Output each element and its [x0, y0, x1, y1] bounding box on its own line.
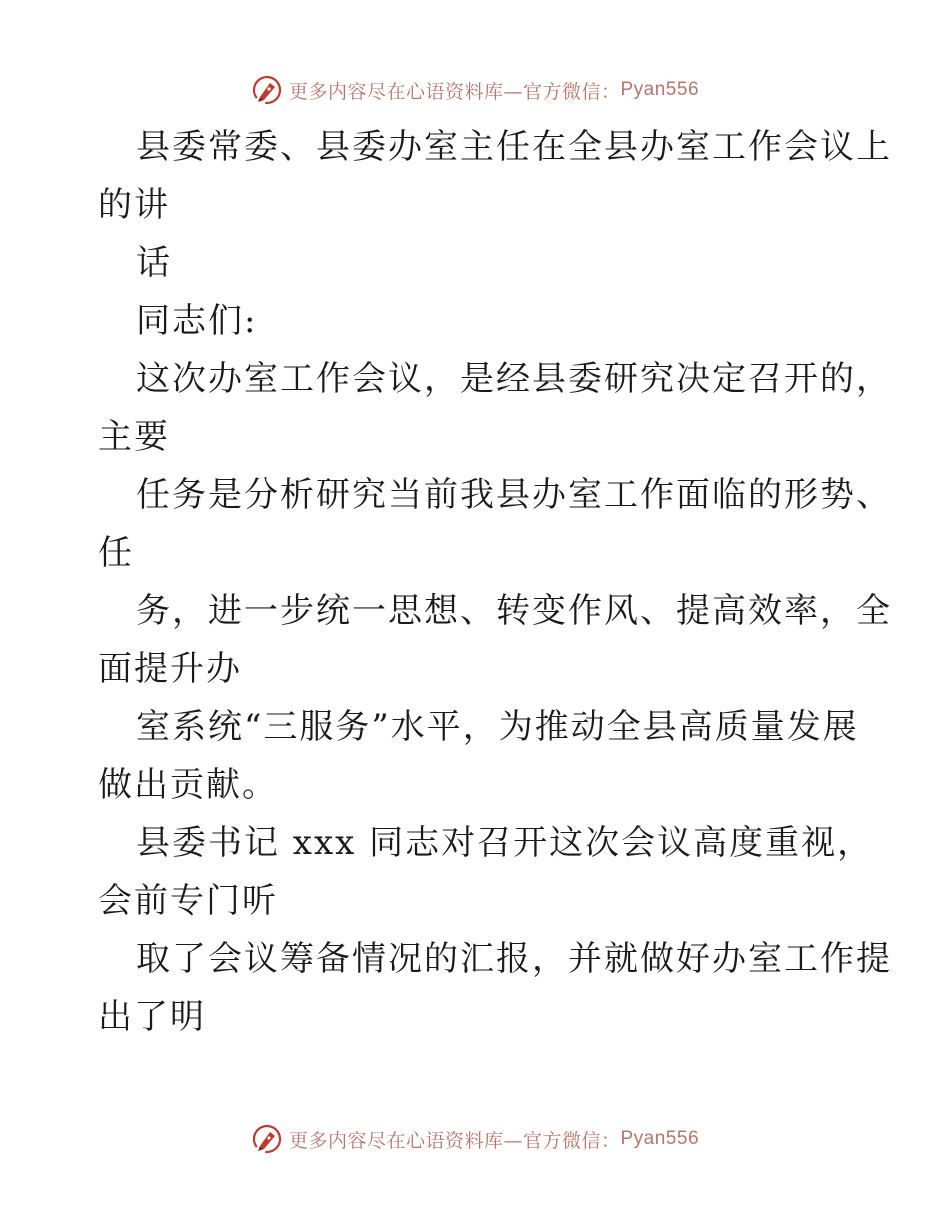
doc-line: 会前专门听 — [98, 881, 278, 921]
header-watermark-banner — [0, 70, 950, 110]
footer-watermark-banner — [0, 1119, 950, 1159]
banner-wechat-id: Pyan556 — [620, 79, 700, 100]
doc-line: 县委常委、县委办室主任在全县办室工作会议上 — [136, 127, 892, 167]
doc-line: 任 — [98, 533, 134, 573]
doc-line: 做出贡献。 — [98, 765, 278, 805]
doc-line: 话 — [136, 243, 172, 283]
pen-nib-circle-icon — [251, 74, 283, 106]
doc-line: 的讲 — [98, 185, 170, 225]
doc-line: 任务是分析研究当前我县办室工作面临的形势、 — [136, 475, 892, 515]
doc-line: 取了会议筹备情况的汇报，并就做好办室工作提 — [136, 939, 892, 979]
banner-text-cn: 更多内容尽在心语资料库—官方微信： — [288, 1129, 621, 1152]
doc-line: 务，进一步统一思想、转变作风、提高效率，全 — [136, 591, 892, 631]
banner-wechat-id: Pyan556 — [620, 1128, 700, 1149]
pen-nib-circle-icon — [251, 1123, 283, 1155]
doc-line: 这次办室工作会议，是经县委研究决定召开的， — [136, 359, 892, 399]
doc-line: 出了明 — [98, 997, 206, 1037]
doc-line: 县委书记 xxx 同志对召开这次会议高度重视， — [136, 823, 874, 863]
banner-text-cn: 更多内容尽在心语资料库—官方微信： — [288, 80, 621, 103]
doc-line: 面提升办 — [98, 649, 242, 689]
doc-line: 室系统“三服务”水平，为推动全县高质量发展 — [136, 707, 859, 747]
doc-line: 同志们: — [136, 301, 258, 341]
doc-line: 主要 — [98, 417, 170, 457]
